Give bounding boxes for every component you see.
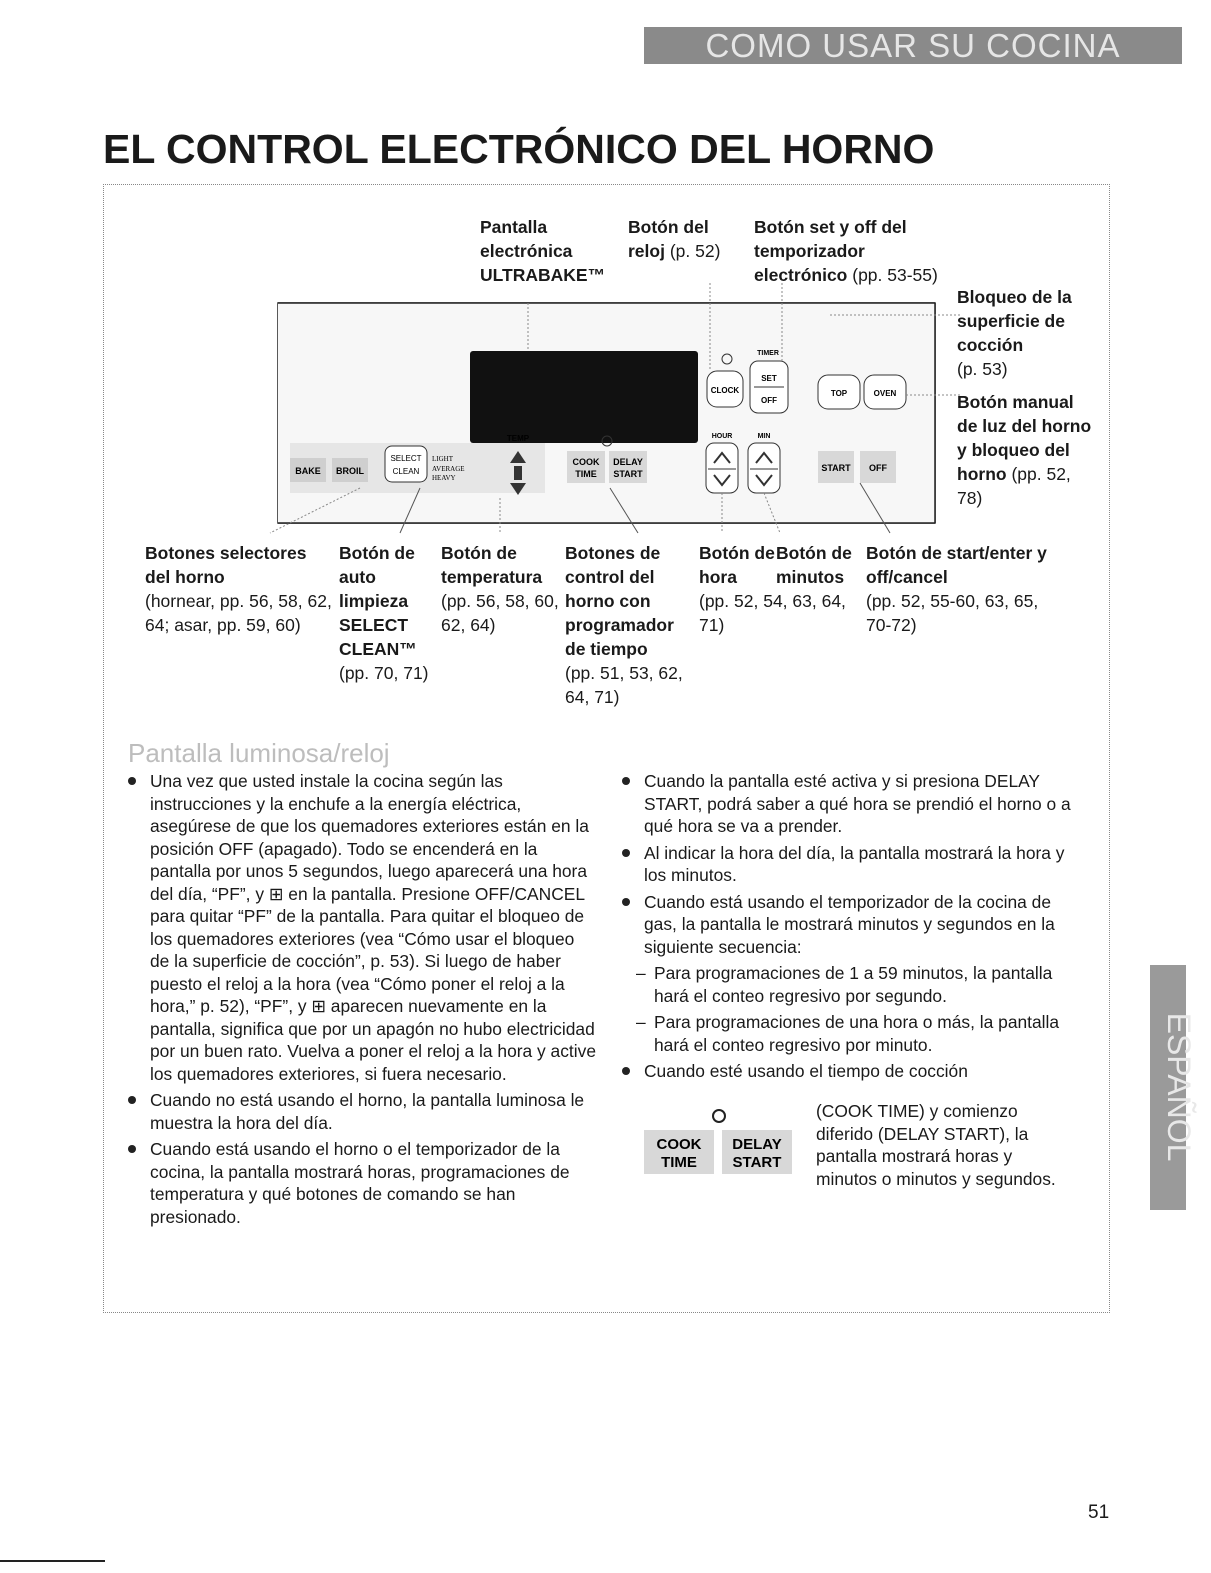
label-temperature: Botón de temperatura (pp. 56, 58, 60, 62, 64) — [441, 543, 559, 635]
label-start-off: Botón de start/enter y off/cancel (pp. 52, 55-60, 63, 65, 70-72) — [866, 543, 1047, 635]
clock-icon — [713, 1110, 725, 1122]
svg-text:TIMER: TIMER — [757, 350, 779, 357]
list-item: Cuando no está usando el horno, la pantalla luminosa le muestra la hora del día. — [128, 1089, 598, 1134]
label-timer-button: Botón set y off del temporizador electrónico (pp. 53-55) — [754, 217, 938, 285]
label-oven-light-lock: Botón manual de luz del horno y bloqueo del horno (pp. 52, 78) — [957, 392, 1092, 508]
svg-text:OVEN: OVEN — [873, 389, 897, 398]
list-item: – Para programaciones de una hora o más, la pantalla hará el conteo regresivo por minuto. — [622, 1011, 1082, 1056]
svg-text:OFF: OFF — [761, 396, 777, 405]
label-hour-button: Botón de hora — [699, 543, 775, 587]
label-self-clean: Botón de auto limpieza SELECT CLEAN™ (pp. 70, 71) — [339, 543, 429, 683]
svg-text:SET: SET — [761, 374, 777, 383]
svg-text:COOK: COOK — [572, 457, 600, 467]
list-item: Cuando la pantalla esté activa y si presiona DELAY START, podrá saber a qué hora se prendió el horno o a qué hora se va a prender. — [622, 770, 1082, 838]
cook-delay-keys-illustration — [634, 1100, 804, 1180]
footer-rule — [0, 1560, 105, 1562]
display-screen — [470, 351, 698, 443]
label-clock-button: Botón del reloj (p. 52) — [628, 217, 721, 261]
bake-key-label: BAKE — [295, 466, 321, 476]
list-item: Cuando está usando el temporizador de la cocina de gas, la pantalla le mostrará minutos y segundos en la siguiente secuencia: — [622, 891, 1082, 959]
control-panel-diagram — [270, 283, 970, 533]
svg-text:HEAVY: HEAVY — [432, 474, 456, 482]
left-column — [128, 770, 598, 1232]
svg-text:ESPAÑOL: ESPAÑOL — [1161, 1012, 1197, 1162]
list-item: Cuando está usando el horno o el temporizador de la cocina, la pantalla mostrará horas, programaciones de temperatura y qué botones de comando se han presionado. — [128, 1138, 598, 1228]
section-title: Pantalla luminosa/reloj — [128, 738, 390, 768]
cook-time-text: (COOK TIME) y comienzo diferido (DELAY START), la pantalla mostrará horas y minutos o minutos y segundos. — [816, 1101, 1056, 1189]
svg-text:AVERAGE: AVERAGE — [432, 465, 465, 473]
list-item: Cuando esté usando el tiempo de cocción — [622, 1060, 1082, 1083]
svg-text:START: START — [613, 469, 643, 479]
svg-text:START: START — [732, 1154, 782, 1171]
svg-text:COOK: COOK — [656, 1136, 702, 1153]
page-title: EL CONTROL ELECTRÓNICO DEL HORNO — [103, 126, 935, 172]
list-item: Al indicar la hora del día, la pantalla mostrará la hora y los minutos. — [622, 842, 1082, 887]
list-item: Una vez que usted instale la cocina según las instrucciones y la enchufe a la energía eléctrica, asegúrese de que los quemadores exteriores están en la posición OFF (apagado). Todo se encenderá en la pantalla por unos 5 segundos, luego aparecerá una hora del día, “PF”, y ⊞ en la pantalla. Presione OFF/CANCEL para quitar “PF” de la pantalla. Para quitar el bloqueo de los quemadores exteriores (vea “Cómo usar el bloqueo de la superficie de cocción”, p. 53). Si luego de haber puesto el reloj a la hora (vea “Cómo poner el reloj a la hora,” p. 52), “PF”, y ⊞ aparecen nuevamente en la pantalla, significa que por un apagón no hubo electricidad por un buen rato. Vuelva a poner el reloj a la hora y active los quemadores exteriores, si fuera necesario. — [128, 770, 598, 1085]
svg-text:OFF: OFF — [869, 463, 887, 473]
page-number: 51 — [1088, 1502, 1110, 1523]
svg-text:HOUR: HOUR — [711, 433, 733, 440]
label-hour-minutes-refs: (pp. 52, 54, 63, 64, 71) — [699, 591, 846, 635]
svg-text:DELAY: DELAY — [613, 457, 643, 467]
label-oven-selectors: Botones selectores del horno (hornear, pp. 56, 58, 62, 64; asar, pp. 59, 60) — [145, 543, 332, 635]
broil-key-label: BROIL — [336, 466, 364, 476]
svg-text:CLEAN: CLEAN — [392, 467, 420, 476]
label-minutes-button: Botón de minutos — [776, 543, 852, 587]
svg-text:SELECT: SELECT — [390, 454, 422, 463]
right-column — [622, 770, 1082, 1087]
select-clean-key — [385, 446, 427, 482]
svg-text:TEMP: TEMP — [506, 434, 530, 443]
list-item: – Para programaciones de 1 a 59 minutos, la pantalla hará el conteo regresivo por segundo. — [622, 962, 1082, 1007]
svg-text:MIN: MIN — [757, 433, 771, 440]
label-display: Pantalla electrónica ULTRABAKE™ — [480, 217, 606, 285]
svg-text:START: START — [821, 463, 851, 473]
svg-text:LIGHT: LIGHT — [432, 455, 453, 463]
svg-text:TOP: TOP — [830, 389, 848, 398]
svg-text:CLOCK: CLOCK — [710, 386, 740, 395]
side-language-tab — [1150, 965, 1197, 1210]
svg-text:TIME: TIME — [661, 1154, 697, 1171]
svg-text:DELAY: DELAY — [732, 1136, 782, 1153]
svg-text:TIME: TIME — [575, 469, 597, 479]
label-timed-oven-controls: Botones de control del horno con programador de tiempo (pp. 51, 53, 62, 64, 71) — [565, 543, 683, 707]
label-surface-lock: Bloqueo de la superficie de cocción (p. 53) — [957, 287, 1072, 379]
section-banner: COMO USAR SU COCINA — [644, 27, 1182, 64]
